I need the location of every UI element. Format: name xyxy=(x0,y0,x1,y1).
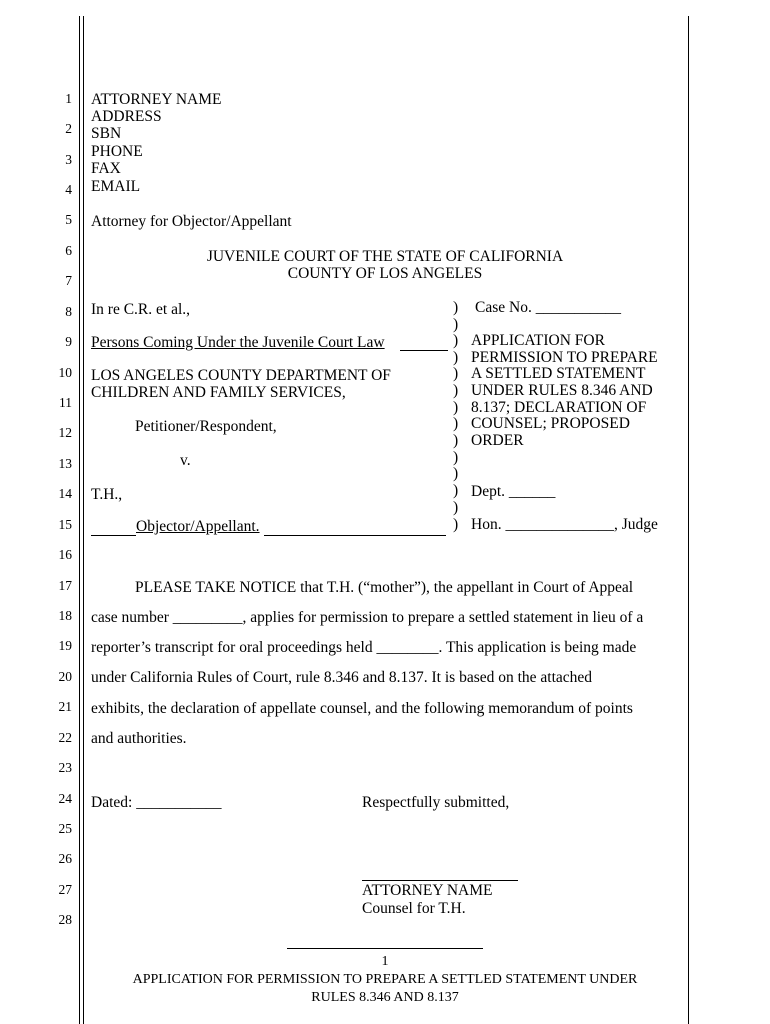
paren: ) xyxy=(453,415,459,432)
line-number: 20 xyxy=(58,669,72,684)
caption-objector: T.H., xyxy=(91,486,123,503)
line-number: 15 xyxy=(58,517,72,532)
court-name: JUVENILE COURT OF THE STATE OF CALIFORNIA xyxy=(206,248,564,265)
line-number: 26 xyxy=(58,851,72,866)
line-number: 1 xyxy=(65,91,72,106)
line-number: 19 xyxy=(58,638,72,653)
paren: ) xyxy=(453,365,459,382)
paren: ) xyxy=(453,399,459,416)
judge: Hon. ______________, Judge xyxy=(471,516,658,533)
line-number: 8 xyxy=(65,304,72,319)
caption-petitioner-line1: LOS ANGELES COUNTY DEPARTMENT OF xyxy=(91,367,391,384)
attorney-address: ADDRESS xyxy=(91,108,162,125)
document-title-line4: UNDER RULES 8.346 AND xyxy=(471,382,653,399)
paren: ) xyxy=(453,349,459,366)
line-number: 6 xyxy=(65,243,72,258)
line-number: 12 xyxy=(58,425,72,440)
document-title-line2: PERMISSION TO PREPARE xyxy=(471,349,658,366)
line-number: 16 xyxy=(58,547,72,562)
paren: ) xyxy=(453,516,459,533)
caption-objector-role: Objector/Appellant. xyxy=(136,518,260,535)
body-line: and authorities. xyxy=(91,730,187,747)
paren: ) xyxy=(453,382,459,399)
paren: ) xyxy=(453,482,459,499)
left-margin-rule-outer xyxy=(79,16,80,1024)
document-title-line7: ORDER xyxy=(471,432,524,449)
line-number: 10 xyxy=(58,365,72,380)
paren: ) xyxy=(453,432,459,449)
signature-counsel-for: Counsel for T.H. xyxy=(362,900,466,917)
attorney-phone: PHONE xyxy=(91,143,143,160)
caption-versus: v. xyxy=(180,452,191,469)
dated: Dated: ___________ xyxy=(91,794,222,811)
document-title-line1: APPLICATION FOR xyxy=(471,332,605,349)
page-number: 1 xyxy=(381,954,389,969)
footer-title-line1: APPLICATION FOR PERMISSION TO PREPARE A SETTLED STATEMENT UNDER xyxy=(132,972,638,987)
case-number: Case No. ___________ xyxy=(475,299,621,316)
attorney-sbn: SBN xyxy=(91,125,122,142)
line-number: 5 xyxy=(65,212,72,227)
attorney-fax: FAX xyxy=(91,160,121,177)
paren: ) xyxy=(453,299,459,316)
attorney-email: EMAIL xyxy=(91,178,141,195)
paren: ) xyxy=(453,465,459,482)
line-number: 22 xyxy=(58,730,72,745)
line-number: 21 xyxy=(58,699,72,714)
body-line: exhibits, the declaration of appellate counsel, and the following memorandum of points xyxy=(91,700,633,717)
left-margin-rule-inner xyxy=(83,16,84,1024)
dept: Dept. ______ xyxy=(471,483,556,500)
line-number: 23 xyxy=(58,760,72,775)
paren: ) xyxy=(453,332,459,349)
signature-attorney-name: ATTORNEY NAME xyxy=(362,882,493,899)
caption-in-re: In re C.R. et al., xyxy=(91,301,191,318)
footer-rule xyxy=(287,948,483,949)
line-number: 18 xyxy=(58,608,72,623)
body-line: reporter’s transcript for oral proceedings held ________. This application is being made xyxy=(91,639,637,656)
paren: ) xyxy=(453,449,459,466)
line-number: 25 xyxy=(58,821,72,836)
attorney-for: Attorney for Objector/Appellant xyxy=(91,213,292,230)
body-line: case number _________, applies for permission to prepare a settled statement in lieu of a xyxy=(91,609,644,626)
line-number: 4 xyxy=(65,182,72,197)
caption-persons-coming: Persons Coming Under the Juvenile Court Law xyxy=(91,334,385,351)
paren: ) xyxy=(453,316,459,333)
line-number: 27 xyxy=(58,882,72,897)
right-margin-rule xyxy=(688,16,689,1024)
body-line: under California Rules of Court, rule 8.346 and 8.137. It is based on the attached xyxy=(91,669,593,686)
court-county: COUNTY OF LOS ANGELES xyxy=(287,265,483,282)
line-number: 7 xyxy=(65,273,72,288)
line-number: 24 xyxy=(58,791,72,806)
line-number: 28 xyxy=(58,912,72,927)
line-number: 3 xyxy=(65,152,72,167)
document-title-line6: COUNSEL; PROPOSED xyxy=(471,415,630,432)
line-number: 14 xyxy=(58,486,72,501)
line-number: 2 xyxy=(65,121,72,136)
paren: ) xyxy=(453,499,459,516)
line-number: 13 xyxy=(58,456,72,471)
footer-title-line2: RULES 8.346 AND 8.137 xyxy=(311,990,459,1005)
caption-petitioner-line2: CHILDREN AND FAMILY SERVICES, xyxy=(91,384,346,401)
body-line: PLEASE TAKE NOTICE that T.H. (“mother”), the appellant in Court of Appeal xyxy=(135,579,634,596)
line-number: 17 xyxy=(58,578,72,593)
line-number: 11 xyxy=(59,395,72,410)
caption-underline-right xyxy=(264,535,446,536)
caption-divider xyxy=(400,350,448,351)
respectfully-submitted: Respectfully submitted, xyxy=(362,794,510,811)
line-number: 9 xyxy=(65,334,72,349)
document-title-line5: 8.137; DECLARATION OF xyxy=(471,399,647,416)
attorney-name: ATTORNEY NAME xyxy=(91,91,222,108)
document-title-line3: A SETTLED STATEMENT xyxy=(471,365,646,382)
signature-line xyxy=(362,880,518,881)
caption-underline-left xyxy=(91,535,136,536)
caption-petitioner-role: Petitioner/Respondent, xyxy=(135,418,277,435)
